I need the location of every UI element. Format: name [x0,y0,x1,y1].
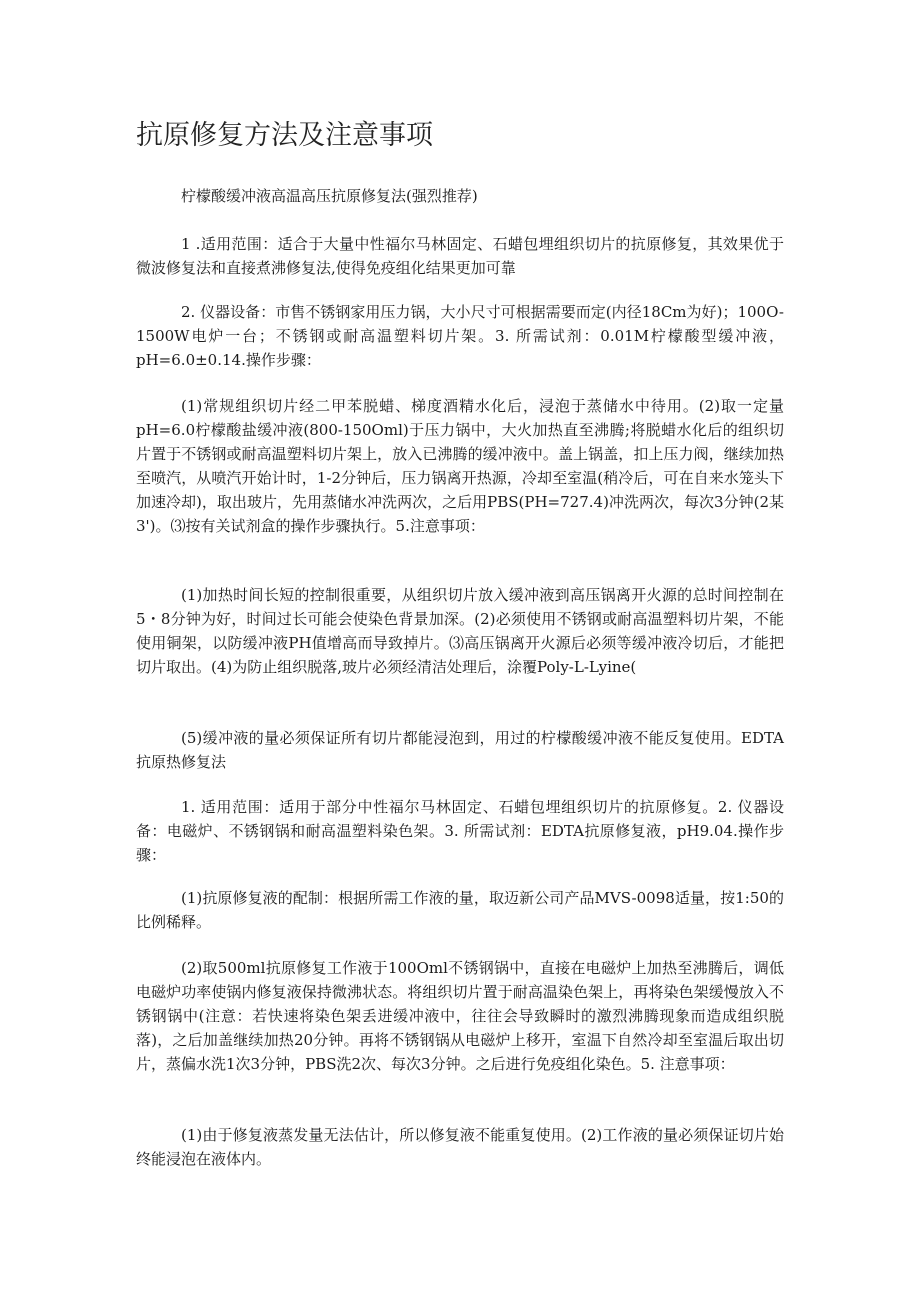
paragraph-edta-preparation: (1)抗原修复液的配制：根据所需工作液的量，取迈新公司产品MVS-0098适量，按1:50的比例稀释。 [136,889,784,931]
paragraph-edta-scope-equipment: 1. 适用范围：适用于部分中性福尔马林固定、石蜡包埋组织切片的抗原修复。2. 仪器设备：电磁炉、不锈钢锅和耐高温塑料染色架。3. 所需试剂：EDTA抗原修复液，pH9.04.操作步骤： [136,798,784,864]
paragraph-citrate-equipment: 2. 仪器设备：市售不锈钢家用压力锅，大小尺寸可根据需要而定(内径18Cm为好)；100O-1500W电炉一台；不锈钢或耐高温塑料切片架。3. 所需试剂：0.01M柠檬酸型缓冲液，pH=6.0±0.14.操作步骤： [136,303,784,369]
paragraph-citrate-notes: (1)加热时间长短的控制很重要，从组织切片放入缓冲液到高压锅离开火源的总时间控制在5・8分钟为好，时间过长可能会使染色背景加深。(2)必须使用不锈钢或耐高温塑料切片架，不能使用铜架，以防缓冲液PH值增高而导致掉片。⑶高压锅离开火源后必须等缓冲液冷切后，才能把切片取出。(4)为防止组织脱落,玻片必须经清洁处理后，涂覆Poly-L-Lyine( [136,586,784,676]
paragraph-citrate-note-5-edta-heading: (5)缓冲液的量必须保证所有切片都能浸泡到，用过的柠檬酸缓冲液不能反复使用。EDTA抗原热修复法 [136,729,784,771]
page-title: 抗原修复方法及注意事项 [136,120,433,151]
paragraph-citrate-steps: (1)常规组织切片经二甲苯脱蜡、梯度酒精水化后，浸泡于蒸储水中待用。(2)取一定量pH=6.0柠檬酸盐缓冲液(800-150Oml)于压力锅中，大火加热直至沸腾;将脱蜡水化后的组织切片置于不锈钢或耐高温塑料切片架上，放入已沸腾的缓冲液中。盖上锅盖，扣上压力阀，继续加热至喷汽，从喷汽开始计时，1-2分钟后，压力锅离开热源，冷却至室温(稍冷后，可在自来水笼头下加速冷却)，取出玻片，先用蒸储水冲洗两次，之后用PBS(PH=727.4)冲洗两次，每次3分钟(2某3')。⑶按有关试剂盒的操作步骤执行。5.注意事项： [136,397,784,535]
paragraph-edta-procedure: (2)取500ml抗原修复工作液于100Oml不锈钢锅中，直接在电磁炉上加热至沸腾后，调低电磁炉功率使锅内修复液保持微沸状态。将组织切片置于耐高温染色架上，再将染色架缓慢放入不锈钢锅中(注意：若快速将染色架丢进缓冲液中，往往会导致瞬时的激烈沸腾现象而造成组织脱落)，之后加盖继续加热20分钟。再将不锈钢锅从电磁炉上移开，室温下自然冷却至室温后取出切片，蒸偏水洗1次3分钟，PBS洗2次、每次3分钟。之后进行免疫组化染色。5. 注意事项： [136,959,784,1073]
section-heading-citrate-method: 柠檬酸缓冲液高温高压抗原修复法(强烈推荐) [181,187,478,205]
paragraph-citrate-scope: 1 .适用范围：适合于大量中性福尔马林固定、石蜡包埋组织切片的抗原修复，其效果优于微波修复法和直接煮沸修复法,使得免疫组化结果更加可靠 [136,235,784,277]
paragraph-edta-notes: (1)由于修复液蒸发量无法估计，所以修复液不能重复使用。(2)工作液的量必须保证切片始终能浸泡在液体内。 [136,1126,784,1168]
